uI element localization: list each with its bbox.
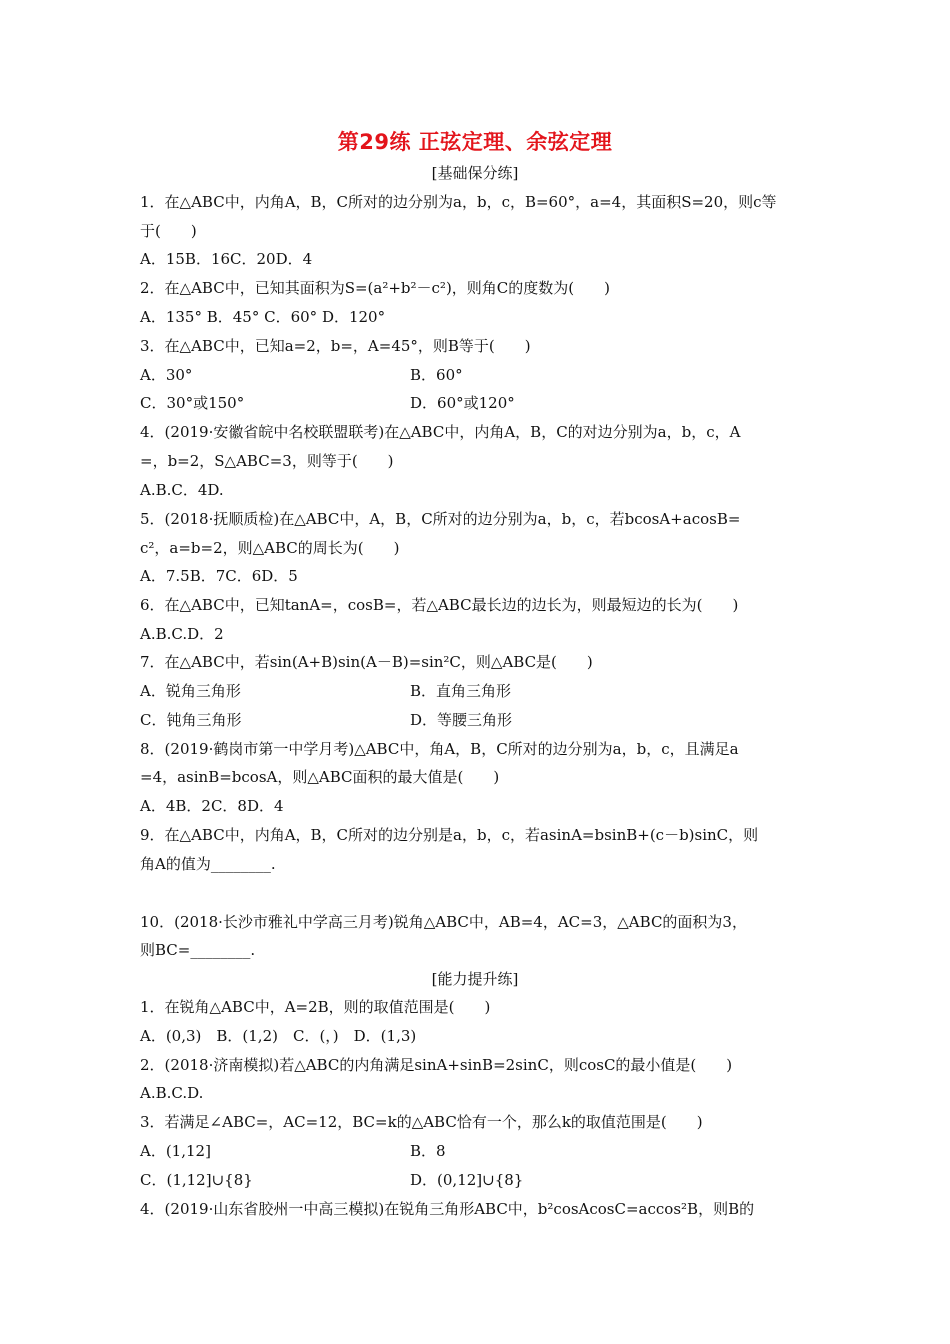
option-d: D．等腰三角形: [410, 711, 513, 729]
question-line: 3．若满足∠ABC=，AC=12，BC=k的△ABC恰有一个，那么k的取值范围是( ): [140, 1113, 703, 1131]
options-line: A．7.5B．7C．6D．5: [140, 567, 298, 585]
question-line: 于( ): [140, 222, 197, 240]
question-line: 6．在△ABC中，已知tanA=，cosB=，若△ABC最长边的边长为，则最短边的长为( ): [140, 596, 739, 614]
question-line: 角A的值为________.: [140, 855, 276, 873]
question-line: c²，a=b=2，则△ABC的周长为( ): [140, 539, 400, 557]
options-line: A．15B．16C．20D．4: [140, 250, 313, 268]
option-b: B．直角三角形: [410, 682, 512, 700]
option-a: A．锐角三角形: [140, 682, 241, 700]
question-line: 4．(2019·安徽省皖中名校联盟联考)在△ABC中，内角A，B，C的对边分别为a，b，c，A: [140, 423, 741, 441]
question-line: =4，asinB=bcosA，则△ABC面积的最大值是( ): [140, 768, 500, 786]
option-a: A．30°: [140, 366, 193, 384]
question-line: 2．在△ABC中，已知其面积为S=(a²+b²－c²)，则角C的度数为( ): [140, 279, 610, 297]
question-line: 1．在△ABC中，内角A，B，C所对的边分别为a，b，c，B=60°，a=4，其面积S=20，则c等: [140, 193, 777, 211]
option-c: C．钝角三角形: [140, 711, 242, 729]
option-a: A．(1,12]: [140, 1142, 211, 1160]
option-d: D．60°或120°: [410, 394, 515, 412]
options-line: A.B.C.D．2: [140, 625, 224, 643]
option-c: C．(1,12]∪{8}: [140, 1171, 253, 1189]
options-line: A．4B．2C．8D．4: [140, 797, 284, 815]
option-d: D．(0,12]∪{8}: [410, 1171, 524, 1189]
options-line: A．(0,3) B．(1,2) C．(，) D．(1,3): [140, 1027, 417, 1045]
options-line: A.B.C.D.: [140, 1084, 204, 1102]
question-line: 1．在锐角△ABC中，A=2B，则的取值范围是( ): [140, 998, 491, 1016]
question-line: =，b=2，S△ABC=3，则等于( ): [140, 452, 394, 470]
options-line: A.B.C．4D.: [140, 481, 224, 499]
question-line: 8．(2019·鹤岗市第一中学月考)△ABC中，角A，B，C所对的边分别为a，b，c，且满足a: [140, 740, 739, 758]
page-title: 第29练 正弦定理、余弦定理: [337, 130, 613, 154]
question-line: 3．在△ABC中，已知a=2，b=，A=45°，则B等于( ): [140, 337, 531, 355]
question-line: 则BC=________.: [140, 941, 256, 959]
option-c: C．30°或150°: [140, 394, 245, 412]
question-line: 10．(2018·长沙市雅礼中学高三月考)锐角△ABC中，AB=4，AC=3，△ABC的面积为3，: [140, 913, 747, 931]
section-heading-advanced: [能力提升练]: [431, 970, 519, 988]
question-line: 7．在△ABC中，若sin(A+B)sin(A－B)=sin²C，则△ABC是( ): [140, 653, 593, 671]
section-heading-basic: [基础保分练]: [431, 164, 519, 182]
option-b: B．60°: [410, 366, 463, 384]
option-b: B．8: [410, 1142, 446, 1160]
question-line: 2．(2018·济南模拟)若△ABC的内角满足sinA+sinB=2sinC，则cosC的最小值是( ): [140, 1056, 733, 1074]
question-line: 4．(2019·山东省胶州一中高三模拟)在锐角三角形ABC中，b²cosAcosC=accos²B，则B的: [140, 1200, 755, 1218]
question-line: 5．(2018·抚顺质检)在△ABC中，A，B，C所对的边分别为a，b，c，若bcosA+acosB=: [140, 510, 741, 528]
question-line: 9．在△ABC中，内角A，B，C所对的边分别是a，b，c，若asinA=bsinB+(c－b)sinC，则: [140, 826, 759, 844]
options-line: A．135° B．45° C．60° D．120°: [140, 308, 386, 326]
